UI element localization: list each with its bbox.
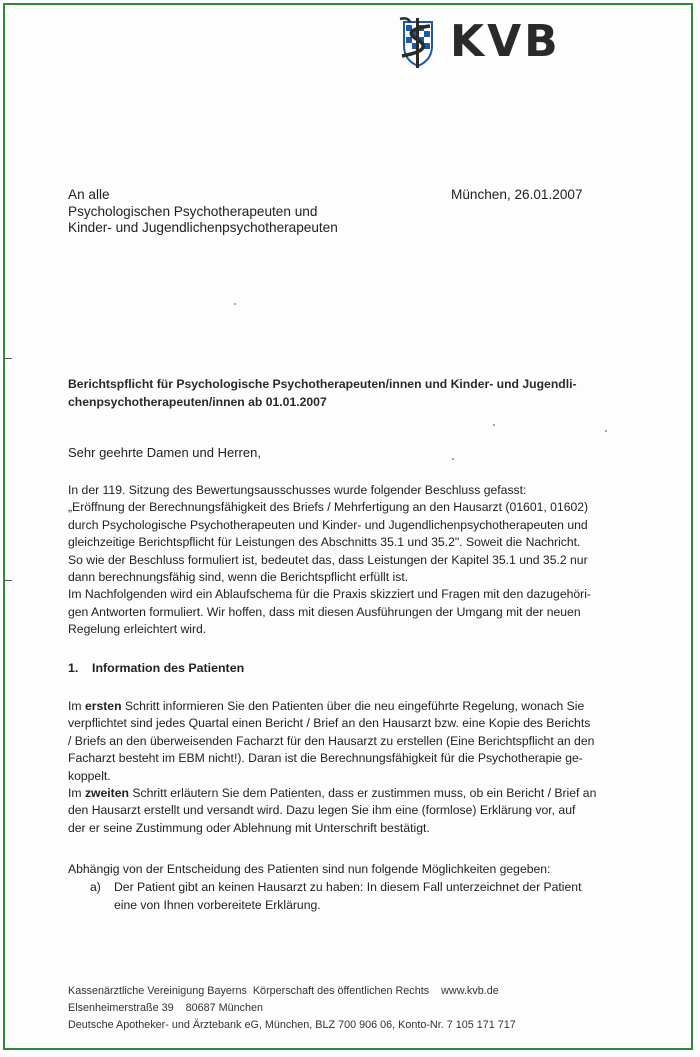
footer-line [68, 983, 516, 1000]
recipient-block [68, 187, 338, 237]
footer-legal: Körperschaft des öffentlichen Rechts [252, 985, 430, 997]
text-line: der er seine Zustimmung oder Ablehnung mit Unterschrift bestätigt. [68, 820, 430, 835]
section-title: Information des Patienten [92, 661, 245, 675]
scan-speck [493, 424, 495, 426]
letter-subject [68, 375, 628, 411]
text-line: gen Antworten formuliert. Wir hoffen, dass mit diesen Ausführungen der Umgang mit der neuen [68, 604, 581, 619]
letter-footer [68, 983, 516, 1034]
footer-city: 80687 München [185, 1002, 264, 1014]
text-line: Regelung erleichtert wird. [68, 622, 207, 637]
text-run: Im [68, 786, 85, 801]
footer-line [68, 1000, 516, 1017]
recipient-line: Kinder- und Jugendlichenpsychotherapeuten [68, 220, 338, 235]
text-line: Abhängig von der Entscheidung des Patienten sind nun folgende Möglichkeiten gegeben: [68, 862, 551, 876]
fold-mark [4, 580, 12, 581]
text-line: So wie der Beschluss formuliert ist, bedeutet das, dass Leistungen der Kapitel 35.1 und 35.2 nur [68, 552, 588, 567]
list-item [68, 879, 634, 914]
recipient-line: An alle [68, 187, 110, 202]
text-run: Schritt erläutern Sie dem Patienten, dass er zustimmen muss, ob ein Bericht / Brief an [128, 786, 597, 801]
text-line: Im Nachfolgenden wird ein Ablaufschema für die Praxis skizziert und Fragen mit den dazugehöri- [68, 587, 591, 602]
text-line: Der Patient gibt an keinen Hausarzt zu haben: In diesem Fall unterzeichnet der Patient [114, 880, 582, 895]
section-heading [68, 661, 244, 675]
recipient-line: Psychologischen Psychotherapeuten und [68, 203, 318, 219]
text-line: den Hausarzt erstellt und versandt wird. Dazu legen Sie ihm eine (formlose) Erklärung vor, auf [68, 803, 576, 818]
subject-line: chenpsychotherapeuten/innen ab 01.01.2007 [68, 395, 327, 409]
patient-info-paragraph [68, 698, 634, 837]
text-line [68, 785, 634, 802]
fold-mark [4, 358, 12, 359]
intro-paragraph [68, 482, 634, 639]
kvb-logo [392, 16, 561, 68]
kvb-shield-icon [392, 16, 442, 68]
text-line: dann berechnungsfähig sind, wenn die Berichtspflicht erfüllt ist. [68, 570, 409, 585]
scan-speck [452, 458, 454, 460]
options-paragraph [68, 861, 634, 914]
letter-date: München, 26.01.2007 [451, 187, 583, 202]
text-line [68, 698, 634, 715]
text-line: verpflichtet sind jedes Quartal einen Bericht / Brief an den Hausarzt bzw. eine Kopie des Berichts [68, 716, 591, 731]
text-line: / Briefs an den überweisenden Facharzt für den Hausarzt zu erstellen (Eine Berichtspflicht an den [68, 733, 595, 748]
text-line: Facharzt besteht im EBM nicht!). Daran ist die Berechnungsfähigkeit für die Psychotherapie ge- [68, 751, 583, 766]
text-line: eine von Ihnen vorbereitete Erklärung. [114, 897, 321, 912]
footer-web-link[interactable]: www.kvb.de [441, 985, 499, 997]
text-run: Schritt informieren Sie den Patienten über die neu eingeführte Regelung, wonach Sie [121, 699, 585, 713]
salutation: Sehr geehrte Damen und Herren, [68, 445, 261, 460]
scan-speck [605, 430, 607, 432]
footer-bank: Deutsche Apotheker- und Ärztebank eG, München, BLZ 700 906 06, Konto-Nr. 7 105 171 717 [68, 1019, 516, 1031]
logo-wordmark: KVB [450, 16, 561, 67]
subject-line: Berichtspflicht für Psychologische Psychotherapeuten/innen und Kinder- und Jugendli- [68, 377, 577, 391]
text-line: „Eröffnung der Berechnungsfähigkeit des Briefs / Mehrfertigung an den Hausarzt (01601, 01602) [68, 500, 589, 515]
emphasis-text: zweiten [84, 786, 129, 801]
text-run: Im [68, 699, 85, 713]
text-line: gleichzeitige Berichtspflicht für Leistungen des Abschnitts 35.1 und 35.2". Soweit die Nachricht. [68, 535, 581, 550]
text-line: In der 119. Sitzung des Bewertungsausschusses wurde folgender Beschluss gefasst: [68, 483, 527, 497]
scan-speck [234, 303, 236, 305]
list-marker: a) [90, 880, 101, 895]
footer-org: Kassenärztliche Vereinigung Bayerns [68, 985, 247, 997]
text-line: koppelt. [68, 768, 111, 783]
text-line: durch Psychologische Psychotherapeuten und Kinder- und Jugendlichenpsychotherapeuten und [68, 517, 588, 532]
section-number: 1. [68, 661, 79, 675]
footer-street: Elsenheimerstraße 39 [68, 1002, 174, 1014]
emphasis-text: ersten [84, 699, 122, 713]
